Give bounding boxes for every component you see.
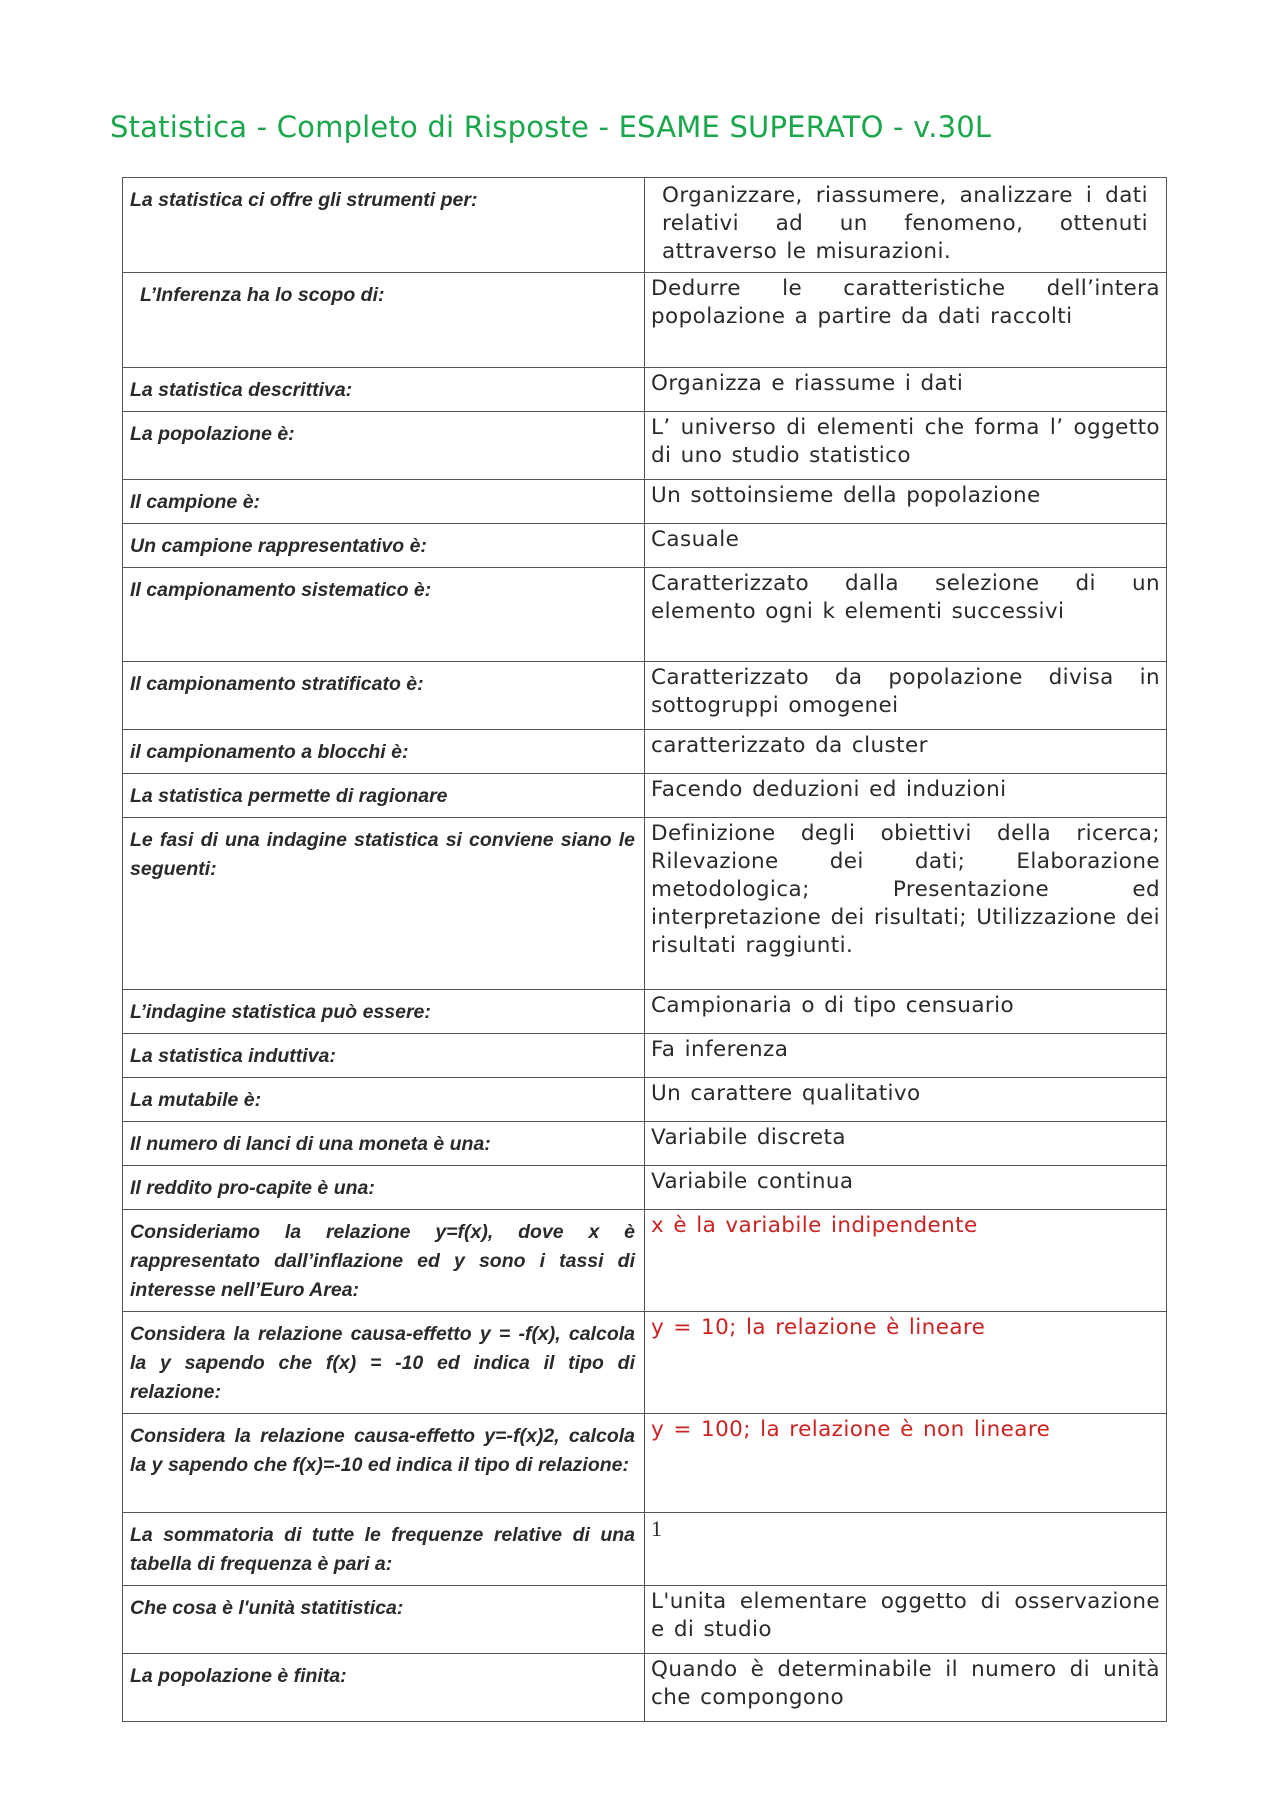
question-cell (123, 1210, 645, 1312)
table-row (123, 524, 1167, 568)
question-cell (123, 1122, 645, 1166)
question-cell (123, 1513, 645, 1586)
question-text: La sommatoria di tutte le frequenze relative di una tabella di frequenza è pari a: (130, 1524, 635, 1575)
answer-cell (645, 818, 1167, 990)
answer-text: Caratterizzato dalla selezione di un elemento ogni k elementi successivi (651, 571, 1160, 624)
answer-cell (645, 1312, 1167, 1414)
answer-text: caratterizzato da cluster (651, 733, 928, 758)
answer-text: Variabile continua (651, 1169, 854, 1194)
table-row (123, 1312, 1167, 1414)
question-text: Che cosa è l'unità statitistica: (130, 1597, 404, 1619)
table-row (123, 1654, 1167, 1722)
answer-cell (645, 412, 1167, 480)
answer-cell (645, 1414, 1167, 1513)
answer-cell (645, 568, 1167, 662)
question-cell (123, 1654, 645, 1722)
question-cell (123, 662, 645, 730)
question-cell (123, 990, 645, 1034)
answer-cell (645, 662, 1167, 730)
question-text: Le fasi di una indagine statistica si conviene siano le seguenti: (130, 829, 635, 880)
answer-cell (645, 178, 1167, 273)
question-text: La statistica permette di ragionare (130, 785, 448, 807)
question-cell (123, 774, 645, 818)
question-text: L’indagine statistica può essere: (130, 1001, 431, 1023)
question-cell (123, 1586, 645, 1654)
answer-cell (645, 1586, 1167, 1654)
answer-cell (645, 1210, 1167, 1312)
question-text: Il reddito pro-capite è una: (130, 1177, 375, 1199)
table-row (123, 1078, 1167, 1122)
answer-cell (645, 273, 1167, 368)
question-text: Considera la relazione causa-effetto y=-f(x)2, calcola la y sapendo che f(x)=-10 ed indica il tipo di relazione: (130, 1425, 635, 1476)
qa-table (122, 177, 1167, 1722)
answer-text: y = 10; la relazione è lineare (651, 1315, 986, 1340)
answer-cell (645, 1654, 1167, 1722)
table-row (123, 480, 1167, 524)
answer-cell (645, 368, 1167, 412)
answer-text: Dedurre le caratteristiche dell’intera popolazione a partire da dati raccolti (651, 276, 1160, 329)
answer-text: Un carattere qualitativo (651, 1081, 921, 1106)
table-row (123, 1034, 1167, 1078)
table-row (123, 1166, 1167, 1210)
question-text: L’Inferenza ha lo scopo di: (140, 284, 385, 306)
table-row (123, 412, 1167, 480)
answer-cell (645, 730, 1167, 774)
question-cell (123, 1034, 645, 1078)
table-row (123, 662, 1167, 730)
answer-text: L'unita elementare oggetto di osservazione e di studio (651, 1589, 1160, 1642)
question-text: Un campione rappresentativo è: (130, 535, 427, 557)
answer-cell (645, 1166, 1167, 1210)
question-cell (123, 273, 645, 368)
answer-text: Fa inferenza (651, 1037, 789, 1062)
table-row (123, 818, 1167, 990)
answer-text: Un sottoinsieme della popolazione (651, 483, 1041, 508)
table-row (123, 730, 1167, 774)
answer-text: x è la variabile indipendente (651, 1213, 978, 1238)
table-row (123, 774, 1167, 818)
table-row (123, 368, 1167, 412)
question-cell (123, 818, 645, 990)
answer-text: Definizione degli obiettivi della ricerca; Rilevazione dei dati; Elaborazione metodologica; Presentazione ed interpretazione dei risultati; Utilizzazione dei risultati raggiunti. (651, 821, 1160, 958)
question-text: La statistica induttiva: (130, 1045, 336, 1067)
answer-text: 1 (651, 1516, 663, 1541)
answer-text: Organizza e riassume i dati (651, 371, 964, 396)
table-row (123, 568, 1167, 662)
answer-text: Organizzare, riassumere, analizzare i dati relativi ad un fenomeno, ottenuti attraverso le misurazioni. (662, 183, 1148, 264)
question-text: La popolazione è: (130, 423, 295, 445)
question-cell (123, 178, 645, 273)
question-cell (123, 1312, 645, 1414)
answer-cell (645, 774, 1167, 818)
question-text: Il campionamento sistematico è: (130, 579, 432, 601)
page-title: Statistica - Completo di Risposte - ESAME SUPERATO - v.30L (110, 110, 992, 144)
question-text: La mutabile è: (130, 1089, 262, 1111)
answer-text: Casuale (651, 527, 740, 552)
question-text: La popolazione è finita: (130, 1665, 347, 1687)
answer-text: y = 100; la relazione è non lineare (651, 1417, 1051, 1442)
answer-cell (645, 524, 1167, 568)
question-text: Consideriamo la relazione y=f(x), dove x è rappresentato dall’inflazione ed y sono i tassi di interesse nell’Euro Area: (130, 1221, 635, 1301)
table-row (123, 1414, 1167, 1513)
table-row (123, 1210, 1167, 1312)
answer-text: Quando è determinabile il numero di unità che compongono (651, 1657, 1160, 1710)
question-cell (123, 1078, 645, 1122)
question-cell (123, 480, 645, 524)
question-text: Il numero di lanci di una moneta è una: (130, 1133, 491, 1155)
table-row (123, 1513, 1167, 1586)
question-text: Considera la relazione causa-effetto y = -f(x), calcola la y sapendo che f(x) = -10 ed indica il tipo di relazione: (130, 1323, 635, 1403)
question-cell (123, 368, 645, 412)
answer-cell (645, 1122, 1167, 1166)
table-row (123, 273, 1167, 368)
table-row (123, 990, 1167, 1034)
answer-cell (645, 480, 1167, 524)
answer-text: Facendo deduzioni ed induzioni (651, 777, 1007, 802)
answer-text: Campionaria o di tipo censuario (651, 993, 1015, 1018)
answer-cell (645, 1078, 1167, 1122)
answer-text: L’ universo di elementi che forma l’ oggetto di uno studio statistico (651, 415, 1160, 468)
question-cell (123, 524, 645, 568)
answer-cell (645, 1034, 1167, 1078)
question-cell (123, 730, 645, 774)
answer-cell (645, 1513, 1167, 1586)
question-text: Il campionamento stratificato è: (130, 673, 424, 695)
table-row (123, 178, 1167, 273)
question-cell (123, 1166, 645, 1210)
question-text: La statistica descrittiva: (130, 379, 353, 401)
question-cell (123, 412, 645, 480)
answer-text: Variabile discreta (651, 1125, 846, 1150)
table-row (123, 1586, 1167, 1654)
table-row (123, 1122, 1167, 1166)
question-text: il campionamento a blocchi è: (130, 741, 409, 763)
answer-cell (645, 990, 1167, 1034)
question-cell (123, 568, 645, 662)
answer-text: Caratterizzato da popolazione divisa in sottogruppi omogenei (651, 665, 1160, 718)
question-text: La statistica ci offre gli strumenti per: (130, 189, 478, 211)
question-cell (123, 1414, 645, 1513)
question-text: Il campione è: (130, 491, 261, 513)
